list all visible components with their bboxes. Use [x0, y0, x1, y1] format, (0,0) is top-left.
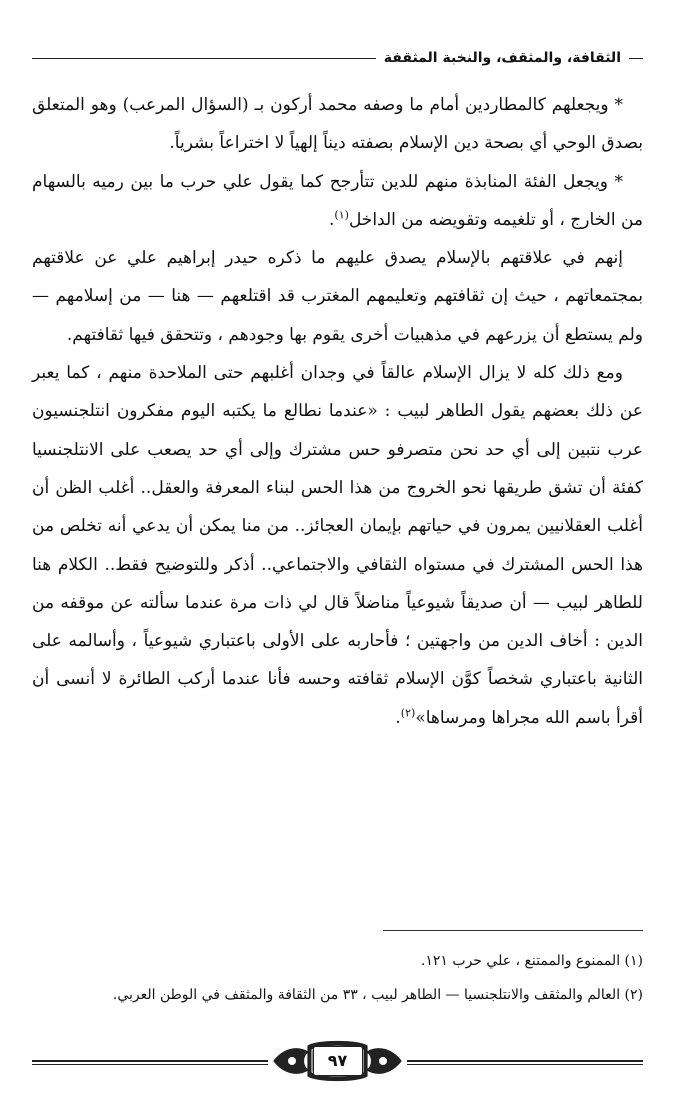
header-rule-right: [629, 58, 643, 59]
paragraph-1: * ويجعلهم كالمطاردين أمام ما وصفه محمد أركون بـ (السؤال المرعب) وهو المتعلق بصدق الوحي أي بصحة دين الإسلام بصفته ديناً إلهياً لا اختراعاً بشرياً.: [32, 95, 643, 154]
page-footer: [32, 1036, 643, 1086]
paragraph-2: [32, 163, 643, 240]
paragraph-2-text: * ويجعل الفئة المنابذة منهم للدين تتأرجح كما يقول علي حرب ما بين رميه بالسهام من الخارج ، أو تلغيمه وتقويضه من الداخل: [32, 171, 643, 230]
footnotes: [32, 944, 643, 1012]
footnote-2: (٢) العالم والمثقف والانتلجنسيا — الطاهر لبيب ، ٣٣ من الثقافة والمثقف في الوطن العربي.: [112, 987, 643, 1003]
footer-rule-right: [407, 1060, 643, 1062]
paragraph-4: [32, 354, 643, 737]
footnote-separator: [383, 930, 643, 931]
paragraph-4-end: .: [395, 707, 401, 728]
footnote-ref-1: (١): [334, 208, 349, 222]
footer-rule-left: [32, 1060, 268, 1062]
footer-rule-right-thin: [407, 1064, 643, 1065]
paragraph-2-end: .: [329, 209, 335, 230]
paragraph-4-text: ومع ذلك كله لا يزال الإسلام عالقاً في وجدان أغلبهم حتى الملاحدة منهم ، كما يعبر عن ذلك بعضهم يقول الطاهر لبيب : «عندما نطالع ما يكتبه اليوم مفكرون انتلجنسيون عرب نتبين إلى أي حد نحن متصرفو حس مشترك وإلى أي حد يصعب على الانتلجنسيا كفئة أن تشق طريقها نحو الخروج من هذا الحس لبناء المعرفة والعقل.. أغلب الظن أن أغلب العقلانيين يمرون في حياتهم بإيمان العجائز.. من منا يمكن أن يدعي أنه تخلص من هذا الحس المشترك في مستواه الثقافي والاجتماعي.. أذكر وللتوضيح فقط.. الكلام هنا للطاهر لبيب — أن صديقاً شيوعياً مناضلاً قال لي ذات مرة عندما سألته عن موقفه من الدين : أخاف الدين من واجهتين ؛ فأحاربه على الأولى باعتباري شيوعياً ، وأسالمه على الثانية باعتباري شخصاً كوَّن الإسلام ثقافته وحسه فأنا عندما أركب الطائرة لا أنسى أن أقرأ باسم الله مجراها ومرساها»: [32, 363, 643, 728]
running-header: [32, 46, 643, 70]
footnote-1: (١) الممنوع والممتنع ، علي حرب ١٢١.: [420, 953, 643, 969]
page-number: ٩٧: [313, 1046, 363, 1076]
paragraph-3: إنهم في علاقتهم بالإسلام يصدق عليهم ما ذكره حيدر إبراهيم علي عن علاقتهم بمجتمعاتهم ، حيث إن ثقافتهم وتعليمهم المغترب قد اقتلعهم — هنا — من إسلامهم — ولم يستطع أن يزرعهم في مذهبيات أخرى يقوم بها وجودهم ، وتتحقق فيها ثقافتهم.: [32, 248, 643, 345]
body-text: [32, 86, 643, 737]
header-rule-left: [32, 58, 376, 59]
running-title: الثقافة، والمثقف، والنخبة المثقفة: [383, 50, 621, 66]
footnote-ref-2: (٢): [400, 706, 416, 720]
footer-rule-left-thin: [32, 1064, 268, 1065]
